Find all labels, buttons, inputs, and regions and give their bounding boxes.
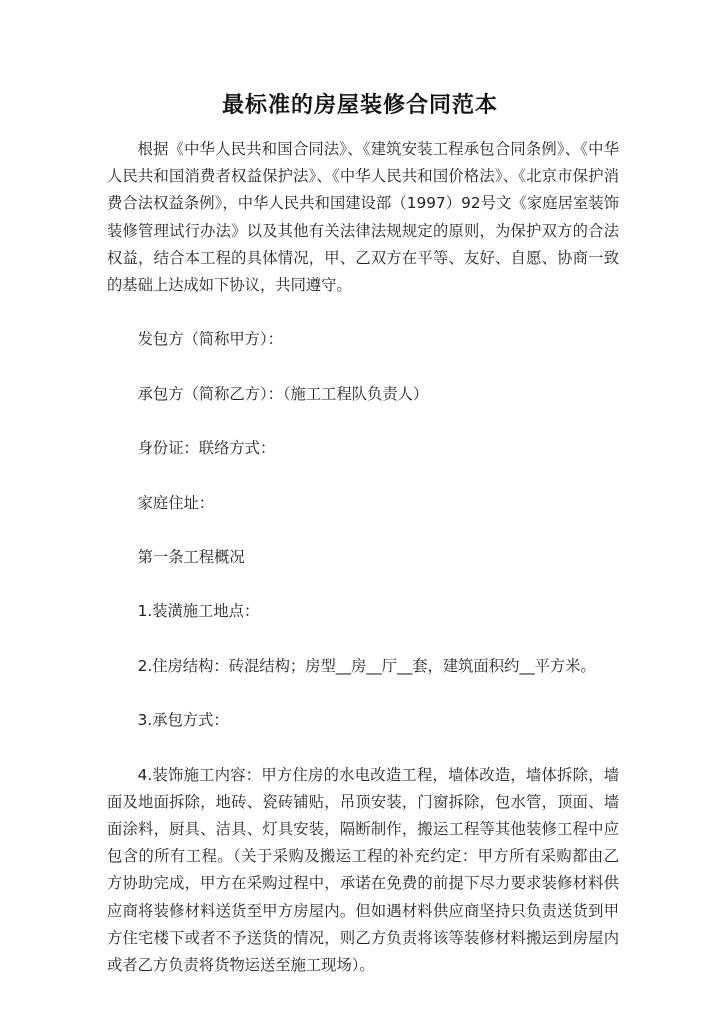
article-1-item-1: 1.装潢施工地点： (137, 602, 260, 621)
document-body (107, 136, 619, 979)
id-contact-field: 身份证：联络方式： (137, 439, 276, 458)
party-b-field: 承包方（简称乙方）：（施工工程队负责人） (137, 384, 429, 403)
article-1-item-3: 3.承包方式： (137, 711, 229, 730)
preamble-paragraph: 根据《中华人民共和国合同法》、《建筑安装工程承包合同条例》、《中华人民共和国消费者权益保护法》、《中华人民共和国价格法》、《北京市保护消费合法权益条例》，中华人民共和国建设部（1997）92号文《家庭居室装饰装修管理试行办法》以及其他有关法律法规规定的原则，为保护双方的合法权益，结合本工程的具体情况，甲、乙双方在平等、友好、自愿、协商一致的基础上达成如下协议，共同遵守。 (107, 140, 619, 295)
home-address-field: 家庭住址： (137, 493, 215, 512)
article-1-heading: 第一条工程概况 (137, 547, 245, 566)
party-a-field: 发包方（简称甲方）： (137, 330, 283, 349)
article-1-item-2: 2.住房结构：砖混结构；房型__房__厅__套，建筑面积约__平方米。 (137, 656, 596, 675)
article-1-item-4: 4.装饰施工内容：甲方住房的水电改造工程，墙体改造，墙体拆除，墙面及地面拆除，地砖、瓷砖铺贴，吊顶安装，门窗拆除，包水管，顶面、墙面涂料，厨具、洁具、灯具安装，隔断制作，搬运工程等其他装修工程中应包含的所有工程。（关于采购及搬运工程的补充约定：甲方所有采购都由乙方协助完成，甲方在采购过程中，承诺在免费的前提下尽力要求装修材料供应商将装修材料送货至甲方房屋内。但如遇材料供应商坚持只负责送货到甲方住宅楼下或者不予送货的情况，则乙方负责将该等装修材料搬运到房屋内或者乙方负责将货物运送至施工现场）。 (107, 765, 619, 974)
document-title: 最标准的房屋装修合同范本 (221, 92, 498, 118)
